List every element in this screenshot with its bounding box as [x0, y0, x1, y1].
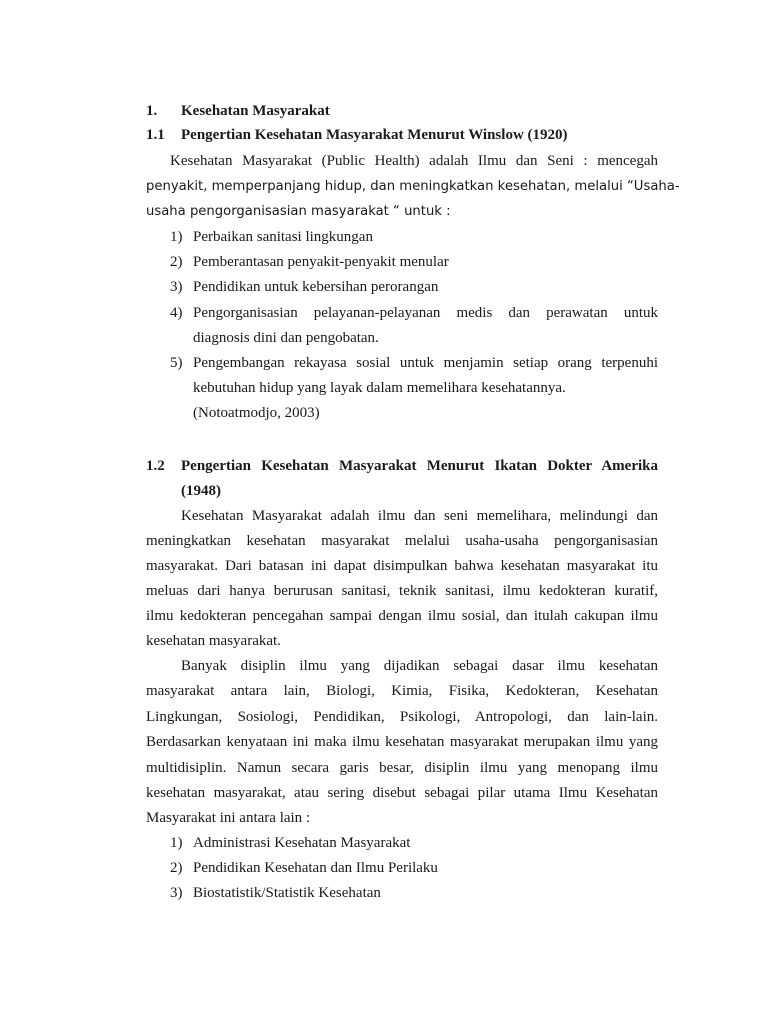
- paragraph-line: Kesehatan Masyarakat (Public Health) adalah Ilmu dan Seni : mencegah: [170, 153, 658, 169]
- section-heading: [146, 100, 658, 122]
- paragraph-line: Masyarakat ini antara lain :: [146, 810, 311, 826]
- paragraph-line: Kesehatan Masyarakat adalah ilmu dan seni memelihara, melindungi dan: [181, 508, 658, 524]
- list-item: 1) Administrasi Kesehatan Masyarakat: [170, 835, 411, 851]
- list-item: 2) Pendidikan Kesehatan dan Ilmu Perilaku: [170, 860, 438, 876]
- list-item: 2) Pemberantasan penyakit-penyakit menular: [170, 254, 449, 270]
- paragraph-line: penyakit, memperpanjang hidup, dan meningkatkan kesehatan, melalui “Usaha-: [146, 179, 680, 194]
- list-item-continuation: diagnosis dini dan pengobatan.: [193, 330, 379, 346]
- paragraph-line: kesehatan masyarakat.: [146, 633, 281, 649]
- subsection-title: Pengertian Kesehatan Masyarakat Menurut Ikatan Dokter Amerika: [181, 458, 658, 474]
- list-item: 5) Pengembangan rekayasa sosial untuk menjamin setiap orang terpenuhi: [170, 355, 658, 371]
- paragraph-line: usaha pengorganisasian masyarakat “ untuk :: [146, 204, 451, 219]
- paragraph-line: kesehatan masyarakat, atau sering disebut sebagai pilar utama Ilmu Kesehatan: [146, 785, 658, 801]
- paragraph-line: masyarakat. Dari batasan ini dapat disimpulkan bahwa kesehatan masyarakat itu: [146, 558, 658, 574]
- paragraph-line: Lingkungan, Sosiologi, Pendidikan, Psikologi, Antropologi, dan lain-lain.: [146, 709, 658, 725]
- paragraph-line: Banyak disiplin ilmu yang dijadikan sebagai dasar ilmu kesehatan: [181, 658, 658, 674]
- paragraph-line: meningkatkan kesehatan masyarakat melalui usaha-usaha pengorganisasian: [146, 533, 658, 549]
- list-item: 3) Pendidikan untuk kebersihan perorangan: [170, 279, 439, 295]
- paragraph-line: ilmu kedokteran pencegahan sampai dengan ilmu sosial, dan itulah cakupan ilmu: [146, 608, 658, 624]
- list-item: 4) Pengorganisasian pelayanan-pelayanan medis dan perawatan untuk: [170, 305, 658, 321]
- list-item: 1) Perbaikan sanitasi lingkungan: [170, 229, 373, 245]
- subsection-heading-1-2: [146, 455, 658, 477]
- list-item-continuation: kebutuhan hidup yang layak dalam memelihara kesehatannya.: [193, 380, 566, 396]
- paragraph-line: masyarakat antara lain, Biologi, Kimia, Fisika, Kedokteran, Kesehatan: [146, 683, 658, 699]
- subsection-title-continuation: (1948): [181, 483, 221, 499]
- list-item: 3) Biostatistik/Statistik Kesehatan: [170, 885, 381, 901]
- section-number: 1.: [146, 103, 158, 119]
- paragraph-line: Berdasarkan kenyataan ini maka ilmu kesehatan masyarakat merupakan ilmu yang: [146, 734, 658, 750]
- paragraph-line: multidisiplin. Namun secara garis besar, disiplin ilmu yang menopang ilmu: [146, 760, 658, 776]
- subsection-number: 1.1: [146, 127, 165, 143]
- section-title: Kesehatan Masyarakat: [181, 103, 330, 119]
- citation: (Notoatmodjo, 2003): [193, 405, 320, 421]
- subsection-heading-1-1: [146, 124, 658, 146]
- subsection-title: Pengertian Kesehatan Masyarakat Menurut Winslow (1920): [181, 127, 568, 143]
- subsection-number: 1.2: [146, 458, 165, 474]
- paragraph-line: meluas dari hanya berurusan sanitasi, teknik sanitasi, ilmu kedokteran kuratif,: [146, 583, 658, 599]
